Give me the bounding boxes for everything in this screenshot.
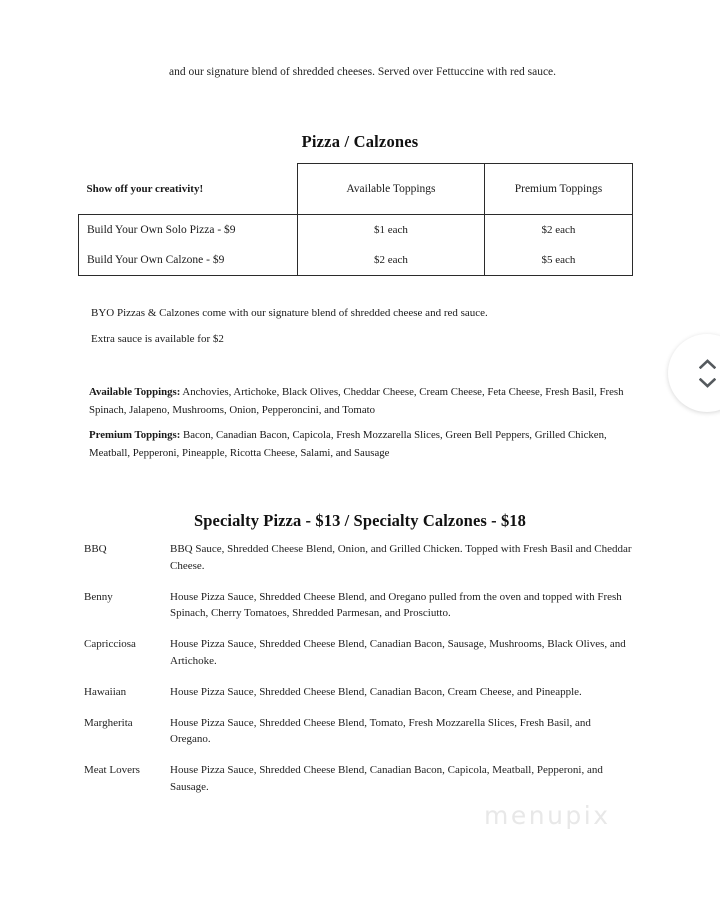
list-item (84, 589, 634, 622)
pizza-name: Margherita (84, 716, 133, 729)
pizza-description: House Pizza Sauce, Shredded Cheese Blend, and Oregano pulled from the oven and topped with Fresh Spinach, Cherry Tomatoes, Shredded Parmesan, and Prosciutto. (170, 590, 622, 619)
available-toppings-list: Anchovies, Artichoke, Black Olives, Cheddar Cheese, Cream Cheese, Feta Cheese, Fresh Basil, Fresh Spinach, Jalapeno, Mushrooms, Onion, Pepperoncini, and Tomato (89, 386, 624, 416)
list-item (84, 541, 634, 574)
extra-sauce-note: Extra sauce is available for $2 (91, 333, 224, 345)
premium-toppings-list: Bacon, Canadian Bacon, Capicola, Fresh Mozzarella Slices, Green Bell Peppers, Grilled Chicken, Meatball, Pepperoni, Pineapple, Ricotta Cheese, Salami, and Sausage (89, 429, 607, 459)
pizza-description: House Pizza Sauce, Shredded Cheese Blend, Tomato, Fresh Mozzarella Slices, Fresh Basil, and Oregano. (170, 716, 591, 745)
section-heading-specialty: Specialty Pizza - $13 / Specialty Calzones - $18 (193, 511, 526, 530)
list-item (84, 684, 634, 701)
specialty-pizza-list (84, 541, 634, 810)
item-available-price: $1 each (297, 215, 484, 246)
pizza-description: House Pizza Sauce, Shredded Cheese Blend, Canadian Bacon, Sausage, Mushrooms, Black Olives, and Artichoke. (170, 638, 626, 667)
available-toppings-label: Available Toppings: (89, 386, 181, 398)
available-toppings-block (89, 384, 635, 419)
table-header-row (79, 164, 633, 215)
table-row (79, 215, 633, 246)
build-your-own-table (78, 163, 633, 276)
scroll-control[interactable] (668, 334, 720, 412)
list-item (84, 636, 634, 669)
pizza-name: BBQ (84, 543, 107, 555)
list-item (84, 762, 634, 795)
premium-toppings-block (89, 427, 635, 462)
pizza-name: Capricciosa (84, 638, 136, 650)
table-row (79, 245, 633, 276)
pizza-name: Hawaiian (84, 685, 127, 698)
pizza-name: Benny (84, 590, 113, 603)
chevron-up-icon[interactable] (699, 359, 716, 369)
item-premium-price: $2 each (484, 215, 632, 246)
pizza-description: BBQ Sauce, Shredded Cheese Blend, Onion, and Grilled Chicken. Topped with Fresh Basil and Cheddar Cheese. (170, 543, 632, 572)
chevron-down-icon[interactable] (699, 378, 716, 388)
pizza-name: Meat Lovers (84, 764, 140, 776)
creativity-label: Show off your creativity! (86, 182, 204, 195)
item-premium-price: $5 each (484, 245, 632, 276)
premium-toppings-label: Premium Toppings: (89, 429, 181, 441)
item-name: Build Your Own Solo Pizza - $9 (79, 215, 298, 246)
continued-paragraph: and our signature blend of shredded cheeses. Served over Fettuccine with red sauce. (169, 66, 557, 78)
byo-note: BYO Pizzas & Calzones come with our signature blend of shredded cheese and red sauce. (91, 307, 488, 319)
column-header-premium-toppings: Premium Toppings (484, 164, 632, 215)
pizza-description: House Pizza Sauce, Shredded Cheese Blend, Canadian Bacon, Cream Cheese, and Pineapple. (170, 685, 582, 698)
menupix-watermark: menupix (484, 801, 611, 830)
column-header-available-toppings: Available Toppings (297, 164, 484, 215)
item-name: Build Your Own Calzone - $9 (79, 245, 298, 276)
section-heading-pizza-calzones: Pizza / Calzones (301, 132, 419, 151)
list-item (84, 715, 634, 748)
item-available-price: $2 each (297, 245, 484, 276)
pizza-description: House Pizza Sauce, Shredded Cheese Blend, Canadian Bacon, Capicola, Meatball, Pepperoni, and Sausage. (170, 764, 603, 793)
